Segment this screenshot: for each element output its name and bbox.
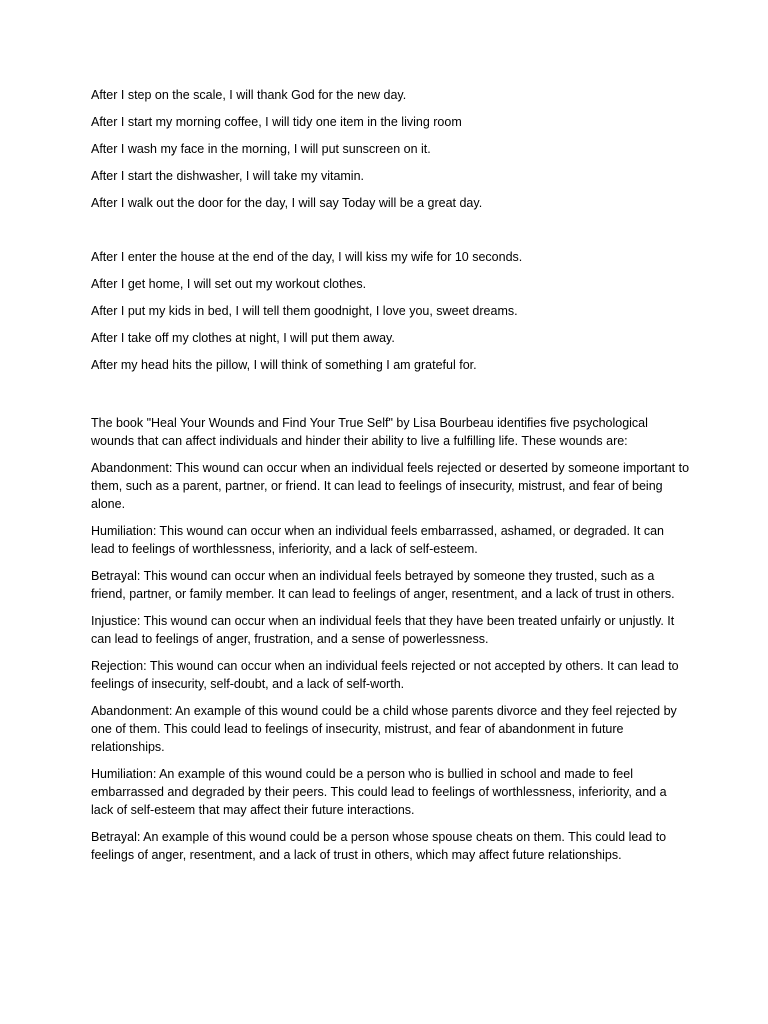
essay-example-betrayal: Betrayal: An example of this wound could be a person whose spouse cheats on them. This could lead to feelings of anger, resentment, and a lack of trust in others, which may affect future relationships. [91,830,667,862]
habit-line: After my head hits the pillow, I will think of something I am grateful for. [91,358,477,372]
essay-intro-paragraph: The book "Heal Your Wounds and Find Your True Self" by Lisa Bourbeau identifies five psychological wounds that can affect individuals and hinder their ability to live a fulfilling life. These wounds are: [91,416,648,448]
essay-example-humiliation: Humiliation: An example of this wound could be a person who is bullied in school and made to feel embarrassed and degraded by their peers. This could lead to feelings of worthlessness, inferiority, and a lack of self-esteem that may affect their future interactions. [91,767,667,817]
essay-paragraph-abandonment: Abandonment: This wound can occur when an individual feels rejected or deserted by someone important to them, such as a parent, partner, or friend. It can lead to feelings of insecurity, mistrust, and fear of being alone. [91,461,690,511]
essay-example-abandonment: Abandonment: An example of this wound could be a child whose parents divorce and they feel rejected by one of them. This could lead to feelings of insecurity, mistrust, and fear of abandonment in future relationships. [91,704,677,754]
wounds-essay [91,414,691,873]
habit-line: After I get home, I will set out my workout clothes. [91,277,367,291]
habit-line: After I walk out the door for the day, I will say Today will be a great day. [91,196,483,210]
habit-list-morning [91,86,691,221]
essay-paragraph-injustice: Injustice: This wound can occur when an individual feels that they have been treated unfairly or unjustly. It can lead to feelings of anger, frustration, and a sense of powerlessness. [91,614,675,646]
essay-paragraph-humiliation: Humiliation: This wound can occur when an individual feels embarrassed, ashamed, or degraded. It can lead to feelings of worthlessness, inferiority, and a lack of self-esteem. [91,524,665,556]
habit-line: After I put my kids in bed, I will tell them goodnight, I love you, sweet dreams. [91,304,518,318]
essay-paragraph-betrayal: Betrayal: This wound can occur when an individual feels betrayed by someone they trusted, such as a friend, partner, or family member. It can lead to feelings of anger, resentment, and a lack of trust in others. [91,569,675,601]
habit-line: After I start the dishwasher, I will take my vitamin. [91,169,365,183]
habit-line: After I step on the scale, I will thank God for the new day. [91,88,407,102]
essay-paragraph-rejection: Rejection: This wound can occur when an individual feels rejected or not accepted by others. It can lead to feelings of insecurity, self-doubt, and a lack of self-worth. [91,659,679,691]
habit-list-evening [91,248,691,383]
habit-line: After I wash my face in the morning, I will put sunscreen on it. [91,142,431,156]
habit-line: After I start my morning coffee, I will tidy one item in the living room [91,115,462,129]
habit-line: After I take off my clothes at night, I will put them away. [91,331,395,345]
habit-line: After I enter the house at the end of the day, I will kiss my wife for 10 seconds. [91,250,523,264]
